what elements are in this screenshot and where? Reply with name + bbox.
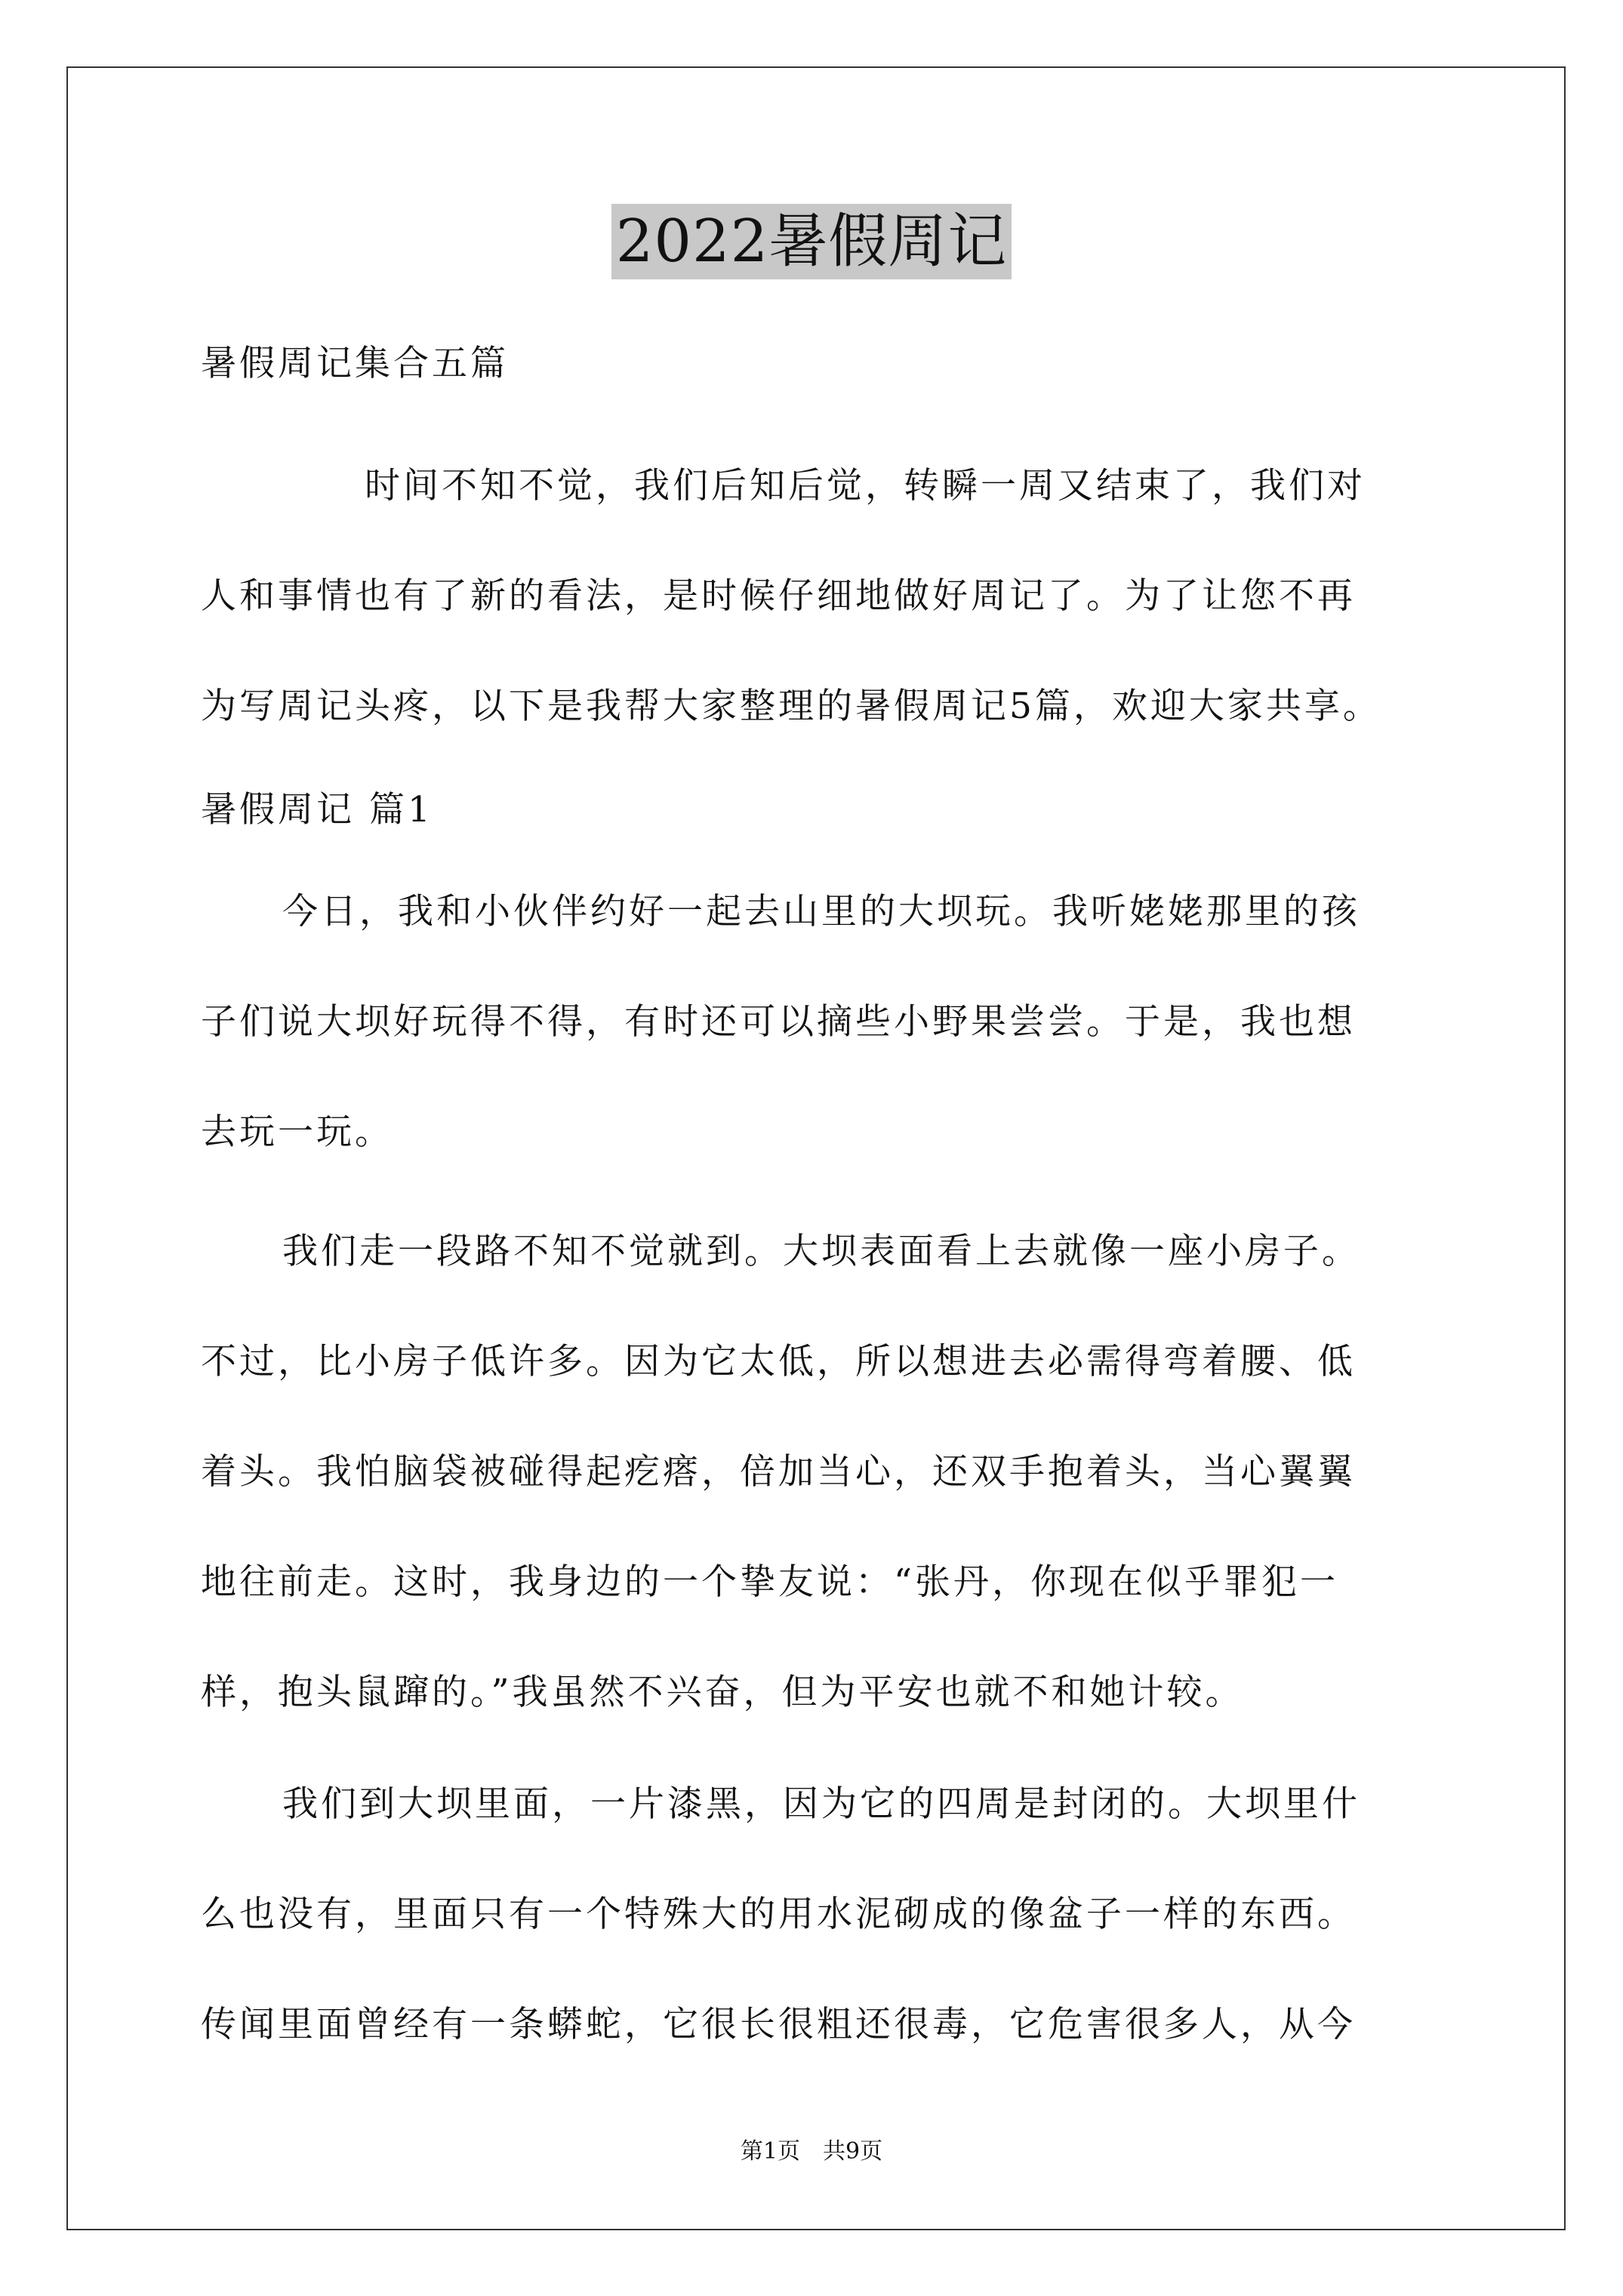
- section-heading: 暑假周记 篇1: [201, 789, 433, 831]
- document-title: 2022暑假周记: [611, 204, 1012, 279]
- page-footer: [0, 2137, 1623, 2167]
- paragraph-line: 传闻里面曾经有一条蟒蛇，它很长很粗还很毒，它危害很多人，从今: [201, 2004, 1356, 2045]
- intro-line: 时间不知不觉，我们后知后觉，转瞬一周又结束了，我们对: [365, 465, 1366, 507]
- intro-line: 人和事情也有了新的看法，是时候仔细地做好周记了。为了让您不再: [201, 575, 1356, 617]
- page-total: 共9页: [823, 2138, 883, 2165]
- paragraph-line: 我们到大坝里面，一片漆黑，因为它的四周是封闭的。大坝里什: [282, 1783, 1360, 1825]
- paragraph-line: 地往前走。这时，我身边的一个挚友说：“张丹，你现在似乎罪犯一: [201, 1561, 1339, 1603]
- document-subtitle: 暑假周记集合五篇: [201, 343, 509, 384]
- paragraph-line: 我们走一段路不知不觉就到。大坝表面看上去就像一座小房子。: [282, 1231, 1360, 1272]
- intro-line: 为写周记头疼，以下是我帮大家整理的暑假周记5篇，欢迎大家共享。: [201, 686, 1381, 727]
- paragraph-line: 么也没有，里面只有一个特殊大的用水泥砌成的像盆子一样的东西。: [201, 1894, 1356, 1935]
- paragraph-line: 样，抱头鼠蹿的。”我虽然不兴奋，但为平安也就不和她计较。: [201, 1672, 1244, 1713]
- title-container: [0, 204, 1623, 279]
- paragraph-line: 不过，比小房子低许多。因为它太低，所以想进去必需得弯着腰、低: [201, 1341, 1356, 1382]
- paragraph-line: 今日，我和小伙伴约好一起去山里的大坝玩。我听姥姥那里的孩: [282, 891, 1360, 932]
- paragraph-line: 着头。我怕脑袋被碰得起疙瘩，倍加当心，还双手抱着头，当心翼翼: [201, 1451, 1356, 1493]
- paragraph-line: 去玩一玩。: [201, 1111, 393, 1153]
- paragraph-line: 子们说大坝好玩得不得，有时还可以摘些小野果尝尝。于是，我也想: [201, 1001, 1356, 1043]
- page-number: 第1页: [740, 2138, 800, 2165]
